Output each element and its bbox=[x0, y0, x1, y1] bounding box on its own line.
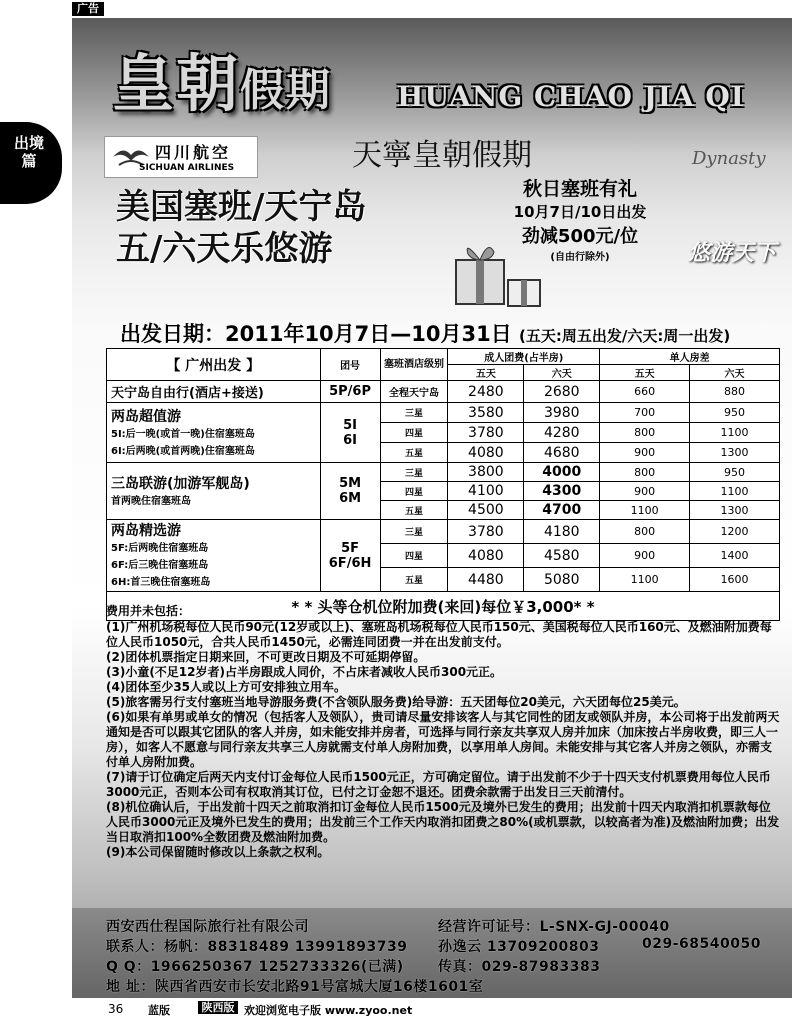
airline-name-cn: 四川航空 bbox=[155, 143, 232, 162]
page-footer bbox=[0, 998, 799, 1017]
single-5: 800 bbox=[600, 520, 690, 544]
single-6: 950 bbox=[690, 463, 780, 482]
tour-name: 两岛超值游 bbox=[111, 408, 181, 425]
single-5: 700 bbox=[600, 403, 690, 423]
page-number: 36 bbox=[108, 1002, 124, 1016]
terms-heading: 费用并未包括： bbox=[106, 604, 191, 618]
single-5: 1100 bbox=[600, 501, 690, 520]
single-6: 880 bbox=[690, 381, 780, 403]
tour-name: 两岛精选游 bbox=[111, 523, 181, 539]
slogan: 悠游天下 bbox=[688, 240, 777, 266]
header-code: 团号 bbox=[320, 349, 380, 381]
tour-code-5: 5M bbox=[339, 476, 362, 491]
single-6: 1300 bbox=[690, 443, 780, 463]
tour-code: 5P/6P bbox=[320, 381, 380, 403]
website-link[interactable]: 欢迎浏览电子版 www.zyoo.net bbox=[244, 1004, 413, 1017]
headline bbox=[116, 186, 366, 270]
edition-label: 蓝版 bbox=[148, 1004, 170, 1017]
contact-person-2: 孙逸云 13709200803 bbox=[438, 939, 600, 955]
adult-5: 3780 bbox=[448, 423, 524, 443]
tour-name: 三岛联游(加游军舰岛) bbox=[111, 475, 250, 492]
tour-code bbox=[320, 463, 380, 520]
terms-item: (9)本公司保留随时修改以上条款之权利。 bbox=[106, 845, 330, 859]
advert-panel bbox=[72, 18, 792, 998]
hotel-level: 全程天宁岛 bbox=[380, 381, 448, 403]
surcharge-note: * * 头等仓机位附加费(来回)每位￥3,000* * bbox=[107, 592, 780, 621]
adult-6: 4000 bbox=[524, 463, 600, 482]
terms-item: (7)请于订位确定后两天内支付订金每位人民币1500元正，方可确定留位。请于出发前不少于十四天支付机票费用每位人民币3000元正，否则本公司有权取消其订位，已付之订金恕不退还。团费余款需于出发日三天前清付。 bbox=[106, 770, 771, 799]
terms-item: (5)旅客需另行支付塞班当地导游服务费(不含领队服务费)给导游：五天团每位20美元，六天团每位25美元。 bbox=[106, 695, 686, 709]
tour-sub: 首两晚住宿塞班岛 bbox=[111, 495, 191, 507]
adult-5: 4480 bbox=[448, 568, 524, 592]
phone-number: 029-68540050 bbox=[642, 936, 761, 952]
tour-code-6: 6M bbox=[339, 491, 362, 506]
gift-box-icon bbox=[448, 230, 548, 310]
adult-5: 4080 bbox=[448, 443, 524, 463]
header-single-6: 六天 bbox=[690, 365, 780, 381]
contact-person-1: 联系人：杨帆：88318489 13991893739 bbox=[106, 939, 408, 955]
header-adult-5: 五天 bbox=[448, 365, 524, 381]
departure-dates-label: 出发日期：2011年10月7日—10月31日 bbox=[120, 322, 512, 346]
qq-numbers: Q Q：1966250367 1252733326(已满) bbox=[106, 959, 404, 975]
single-5: 800 bbox=[600, 423, 690, 443]
hotel-level: 三星 bbox=[380, 403, 448, 423]
hotel-level: 三星 bbox=[380, 520, 448, 544]
airline-name-en: SICHUAN AIRLINES bbox=[139, 163, 235, 173]
table-row bbox=[107, 463, 780, 482]
single-6: 1400 bbox=[690, 544, 780, 568]
single-6: 1100 bbox=[690, 423, 780, 443]
adult-6: 3980 bbox=[524, 403, 600, 423]
brand-title-sub: 假期 bbox=[240, 65, 333, 116]
single-6: 1200 bbox=[690, 520, 780, 544]
tour-sub: 6H:首三晚住宿塞班岛 bbox=[111, 577, 211, 588]
tour-sub: 6F:后三晚住宿塞班岛 bbox=[111, 560, 209, 571]
single-6: 1600 bbox=[690, 568, 780, 592]
tour-sub: 5I:后一晚(或首一晚)住宿塞班岛 bbox=[111, 428, 255, 440]
tour-code bbox=[320, 520, 380, 592]
table-row bbox=[107, 520, 780, 544]
adult-5: 2480 bbox=[448, 381, 524, 403]
edition-badge: 陕西版 bbox=[198, 1001, 238, 1014]
promo-title: 秋日塞班有礼 bbox=[522, 178, 637, 200]
headline-line2: 五/六天乐悠游 bbox=[116, 229, 333, 269]
price-table bbox=[106, 348, 780, 621]
airline-logo-box bbox=[104, 136, 258, 178]
adult-6: 4680 bbox=[524, 443, 600, 463]
header-single-5: 五天 bbox=[600, 365, 690, 381]
terms-item: (3)小童(不足12岁者)占半房跟成人同价，不占床者减收人民币300元正。 bbox=[106, 665, 503, 679]
header-depart: 【 广州出发 】 bbox=[107, 349, 321, 381]
terms-item: (2)团体机票指定日期来回，不可更改日期及不可延期停留。 bbox=[106, 650, 426, 664]
single-6: 1100 bbox=[690, 482, 780, 501]
terms-item: (6)如果有单男或单女的情况（包括客人及领队），贵司请尽量安排该客人与其它同性的团友或领队并房，本公司将于出发前两天通知是否可以跟其它团队的客人并房，如未能安排并房者，可选择与同行亲友共享双人房并加床（加床按占半房收费，即三人一房），如客人不愿意与同行亲友共享三人房就需支付单人房附加费，以享用单人房间。未能安排与其它客人并房之领队，亦需支付单人房附加费。 bbox=[106, 710, 780, 769]
adult-5: 4100 bbox=[448, 482, 524, 501]
single-5: 800 bbox=[600, 463, 690, 482]
tour-sub: 6I:后两晚(或首两晚)住宿塞班岛 bbox=[111, 445, 255, 457]
single-6: 950 bbox=[690, 403, 780, 423]
hotel-level: 三星 bbox=[380, 463, 448, 482]
tour-code-5: 5F bbox=[341, 540, 360, 556]
brand-title bbox=[112, 34, 332, 123]
brand-title-main: 皇朝 bbox=[112, 47, 241, 120]
tour-code-6: 6F/6H bbox=[328, 555, 372, 571]
dynasty-logo: Dynasty bbox=[692, 148, 766, 169]
header-adult-6: 六天 bbox=[524, 365, 600, 381]
adult-6: 4300 bbox=[524, 482, 600, 501]
ad-tag: 广告 bbox=[72, 2, 104, 16]
hotel-level: 四星 bbox=[380, 423, 448, 443]
adult-5: 3800 bbox=[448, 463, 524, 482]
headline-line1: 美国塞班/天宁岛 bbox=[116, 187, 367, 227]
hotel-level: 五星 bbox=[380, 568, 448, 592]
tour-code-5: 5I bbox=[343, 417, 358, 433]
single-5: 660 bbox=[600, 381, 690, 403]
departure-dates-note: (五天:周五出发/六天:周一出发) bbox=[519, 327, 731, 345]
adult-6: 4580 bbox=[524, 544, 600, 568]
promo-discount: 劲减500元/位 bbox=[521, 226, 639, 247]
single-5: 900 bbox=[600, 443, 690, 463]
promo-note: (自由行除外) bbox=[550, 252, 610, 263]
hotel-level: 四星 bbox=[380, 544, 448, 568]
section-tab bbox=[0, 122, 62, 204]
table-row bbox=[107, 403, 780, 423]
adult-5: 3780 bbox=[448, 520, 524, 544]
single-5: 900 bbox=[600, 482, 690, 501]
adult-6: 4280 bbox=[524, 423, 600, 443]
single-5: 900 bbox=[600, 544, 690, 568]
hotel-level: 五星 bbox=[380, 443, 448, 463]
company-name: 西安西仕程国际旅行社有限公司 bbox=[106, 919, 309, 935]
table-row bbox=[107, 381, 780, 403]
departure-dates bbox=[120, 318, 730, 348]
adult-6: 5080 bbox=[524, 568, 600, 592]
adult-5: 4080 bbox=[448, 544, 524, 568]
brand-title-en: HUANG CHAO JIA QI bbox=[397, 80, 745, 113]
address: 地 址：陕西省西安市长安北路91号富城大厦16楼1601室 bbox=[106, 979, 484, 995]
single-6: 1300 bbox=[690, 501, 780, 520]
terms-notes bbox=[106, 604, 782, 860]
tour-code-6: 6I bbox=[343, 432, 358, 448]
license-number: 经营许可证号：L-SNX-GJ-00040 bbox=[438, 919, 670, 935]
adult-5: 4500 bbox=[448, 501, 524, 520]
terms-item: (4)团体至少35人或以上方可安排独立用车。 bbox=[106, 680, 347, 694]
fax-number: 传真：029-87983383 bbox=[438, 959, 601, 975]
header-single: 单人房差 bbox=[600, 349, 780, 365]
tour-group-2 bbox=[107, 463, 321, 520]
tour-sub: 5F:后两晚住宿塞班岛 bbox=[111, 543, 209, 554]
adult-5: 3580 bbox=[448, 403, 524, 423]
terms-item: (1)广州机场税每位人民币90元(12岁或以上)、塞班岛机场税每位人民币150元、美国税每位人民币160元、及燃油附加费每位人民币1050元，合共人民币1450元，必需连同团费一并在出发前支付。 bbox=[106, 620, 772, 649]
section-tab-label: 出境篇 bbox=[13, 134, 44, 170]
tour-group-3 bbox=[107, 520, 321, 592]
adult-6: 4700 bbox=[524, 501, 600, 520]
hotel-level: 五星 bbox=[380, 501, 448, 520]
tour-group-1 bbox=[107, 403, 321, 463]
promo-dates: 10月7日/10日出发 bbox=[513, 203, 647, 221]
contact-footer bbox=[72, 908, 792, 998]
terms-item: (8)机位确认后，于出发前十四天之前取消扣订金每位人民币1500元及境外已发生的费用；出发前十四天内取消扣机票款每位人民币3000元正及境外已发生的费用；出发前三个工作天内取消扣团费之80%(或机票款，以较高者为准)及燃油附加费；出发当日取消扣100%全数团费及燃油附加费。 bbox=[106, 800, 780, 844]
brand-subtitle: 天寧皇朝假期 bbox=[352, 138, 532, 173]
header-adult: 成人团费(占半房) bbox=[448, 349, 600, 365]
adult-6: 2680 bbox=[524, 381, 600, 403]
hotel-level: 四星 bbox=[380, 482, 448, 501]
tour-name: 天宁岛自由行(酒店+接送) bbox=[107, 381, 321, 403]
single-5: 1100 bbox=[600, 568, 690, 592]
adult-6: 4180 bbox=[524, 520, 600, 544]
tour-code bbox=[320, 403, 380, 463]
header-hotel: 塞班酒店级别 bbox=[380, 349, 448, 381]
